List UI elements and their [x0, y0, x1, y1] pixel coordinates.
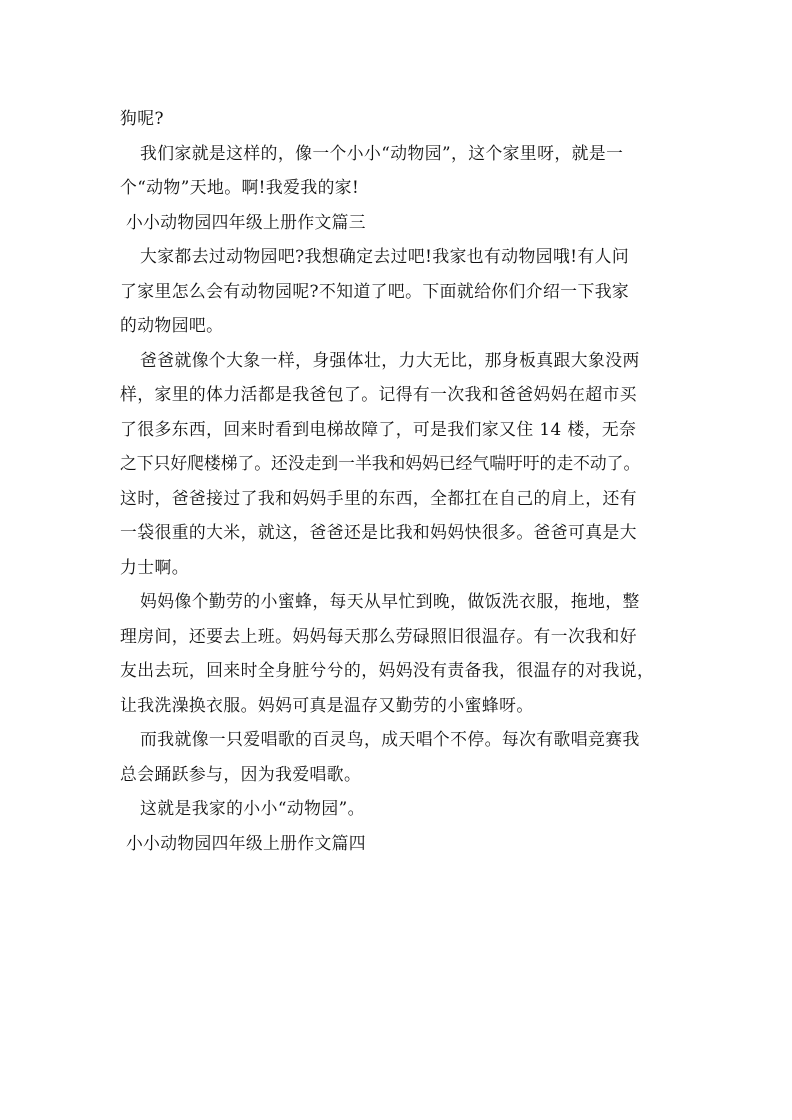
paragraph-line: 这就是我家的小小“动物园”。	[140, 798, 365, 818]
section-heading-3: 小小动物园四年级上册作文篇三	[126, 211, 366, 232]
text-line: 理房间，还要去上班。妈妈每天那么劳碌照旧很温存。有一次我和好	[120, 625, 637, 646]
text-line: 之下只好爬楼梯了。还没走到一半我和妈妈已经气喘吁吁的走不动了。	[120, 453, 641, 473]
text-line: 力士啊。	[120, 556, 189, 577]
text-line: 这时，爸爸接过了我和妈妈手里的东西，全都扛在自己的肩上，还有	[120, 487, 637, 508]
paragraph-start-line: 我们家就是这样的，像一个小小“动物园”，这个家里呀，就是一	[140, 142, 624, 163]
section-heading-4: 小小动物园四年级上册作文篇四	[126, 832, 366, 853]
text-line: 总会踊跃参与，因为我爱唱歌。	[120, 763, 362, 784]
text-line: 了很多东西，回来时看到电梯故障了，可是我们家又住 14 楼，无奈	[120, 418, 637, 439]
text-line: 友出去玩，回来时全身脏兮兮的，妈妈没有责备我，很温存的对我说，	[120, 660, 655, 680]
text-line: 样，家里的体力活都是我爸包了。记得有一次我和爸爸妈妈在超市买	[120, 384, 637, 404]
text-line: 让我洗澡换衣服。妈妈可真是温存又勤劳的小蜜蜂呀。	[120, 694, 534, 715]
paragraph-start-line: 爸爸就像个大象一样，身强体壮，力大无比，那身板真跟大象没两	[140, 349, 640, 370]
document-body	[120, 101, 680, 860]
text-line: 的动物园吧。	[120, 315, 224, 335]
text-line: 狗呢?	[120, 108, 164, 128]
text-line: 了家里怎么会有动物园呢?不知道了吧。下面就给你们介绍一下我家	[120, 280, 630, 301]
text-line: 个“动物”天地。啊!我爱我的家!	[120, 177, 360, 197]
text-line: 一袋很重的大米，就这，爸爸还是比我和妈妈快很多。爸爸可真是大	[120, 522, 637, 542]
paragraph-start-line: 妈妈像个勤劳的小蜜蜂，每天从早忙到晚，做饭洗衣服，拖地，整	[140, 591, 640, 611]
paragraph-start-line: 而我就像一只爱唱歌的百灵鸟，成天唱个不停。每次有歌唱竞赛我	[140, 729, 640, 749]
paragraph-start-line: 大家都去过动物园吧?我想确定去过吧!我家也有动物园哦!有人问	[140, 246, 630, 266]
